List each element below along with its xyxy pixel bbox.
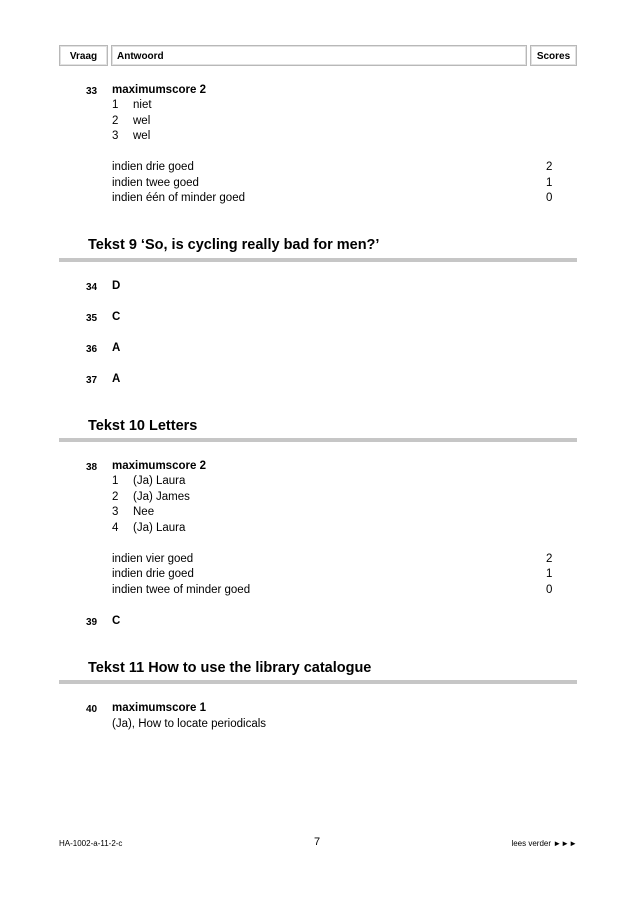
maximumscore: maximumscore 1 [112, 702, 206, 714]
item-value: Nee [133, 506, 155, 518]
item-number: 4 [112, 522, 119, 534]
item-value: wel [133, 130, 151, 142]
scoring-rule: indien vier goed [112, 553, 194, 565]
header-scores-label: Scores [536, 51, 571, 62]
scoring-points: 1 [546, 568, 553, 580]
question-number: 39 [86, 617, 98, 628]
answer: D [112, 280, 121, 292]
answer: (Ja), How to locate periodicals [112, 718, 267, 730]
scoring-rule: indien drie goed [112, 568, 194, 580]
section-divider [59, 680, 577, 684]
item-number: 2 [112, 491, 119, 503]
section-title-tekst-9: Tekst 9 ‘So, is cycling really bad for men?’ [88, 237, 380, 253]
scoring-points: 1 [546, 177, 553, 189]
item-number: 1 [112, 475, 119, 487]
answer: C [112, 311, 121, 323]
header-antwoord-label: Antwoord [117, 51, 164, 62]
scoring-points: 0 [546, 192, 553, 204]
section-title-tekst-11: Tekst 11 How to use the library catalogue [88, 660, 372, 676]
item-number: 1 [112, 99, 119, 111]
header-vraag-label: Vraag [69, 51, 98, 62]
scoring-rule: indien twee goed [112, 177, 199, 189]
answer: A [112, 373, 121, 385]
item-number: 2 [112, 115, 119, 127]
scoring-points: 2 [546, 553, 553, 565]
question-number: 34 [86, 282, 98, 293]
section-divider [59, 438, 577, 442]
item-number: 3 [112, 506, 119, 518]
scoring-rule: indien drie goed [112, 161, 194, 173]
answer: C [112, 615, 121, 627]
item-value: (Ja) Laura [133, 475, 186, 487]
header-antwoord [111, 45, 527, 66]
item-value: niet [133, 99, 152, 111]
section-title-tekst-10: Tekst 10 Letters [88, 418, 198, 434]
item-value: wel [133, 115, 151, 127]
question-number: 40 [86, 704, 98, 715]
scoring-points: 0 [546, 584, 553, 596]
scoring-rule: indien één of minder goed [112, 192, 245, 204]
question-number: 33 [86, 86, 98, 97]
answer: A [112, 342, 121, 354]
header-scores [530, 45, 577, 66]
item-number: 3 [112, 130, 119, 142]
header-vraag [59, 45, 108, 66]
document-code: HA-1002-a-11-2-c [59, 839, 123, 848]
continue-label: lees verder ►►► [511, 839, 577, 848]
question-number: 38 [86, 462, 98, 473]
question-number: 37 [86, 375, 98, 386]
item-value: (Ja) James [133, 491, 190, 503]
section-divider [59, 258, 577, 262]
maximumscore: maximumscore 2 [112, 460, 206, 472]
page-number: 7 [314, 836, 321, 848]
question-number: 36 [86, 344, 98, 355]
question-number: 35 [86, 313, 98, 324]
maximumscore: maximumscore 2 [112, 84, 206, 96]
scoring-points: 2 [546, 161, 553, 173]
item-value: (Ja) Laura [133, 522, 186, 534]
scoring-rule: indien twee of minder goed [112, 584, 251, 596]
